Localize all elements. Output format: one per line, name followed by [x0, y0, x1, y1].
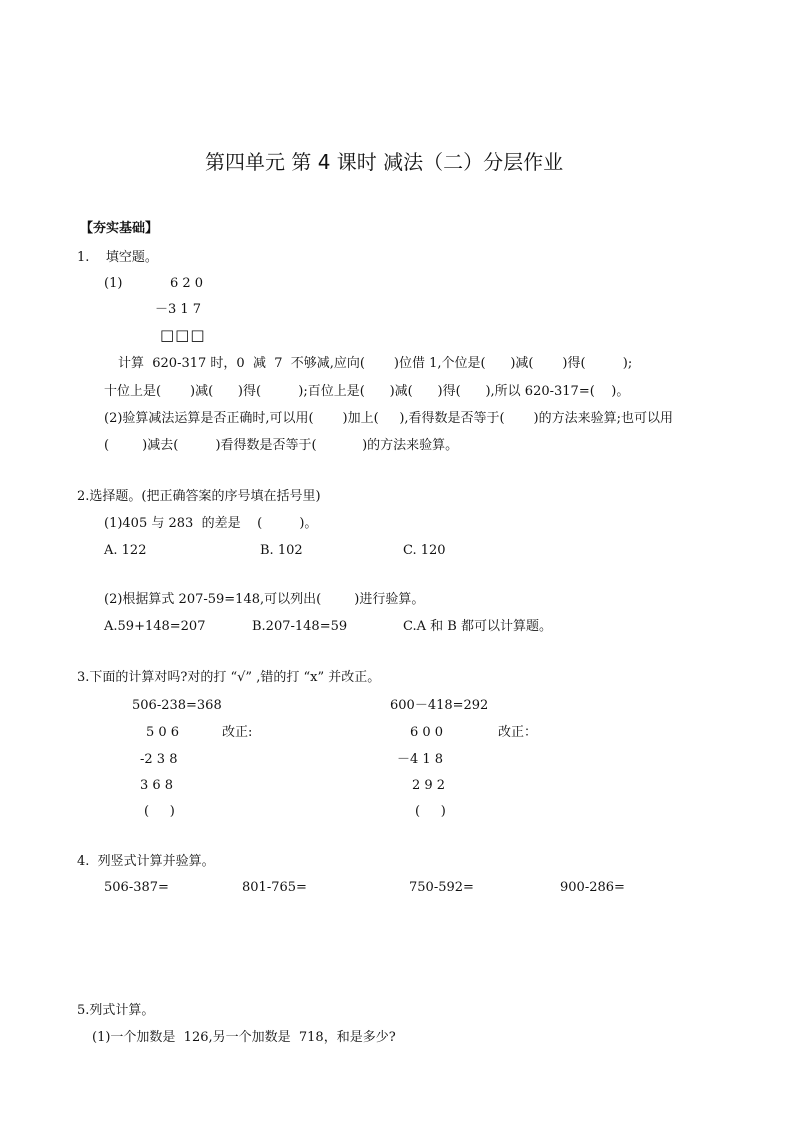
q2-sub1-option-c: C. 120: [403, 543, 446, 558]
q1-line-1: 计算 620-317 时，0 减 7 不够减,应向( )位借 1,个位是( )减( )得( );: [118, 356, 633, 371]
q1-heading: 1. 填空题。: [77, 250, 158, 265]
q3-left-fix-label: 改正:: [222, 725, 253, 740]
q1-part1-label: (1): [104, 276, 123, 291]
q5-heading: 5.列式计算。: [77, 1003, 155, 1018]
q3-right-equation: 600－418=292: [390, 698, 489, 713]
q2-sub2-option-b: B.207-148=59: [252, 619, 348, 634]
q2-heading: 2.选择题。(把正确答案的序号填在括号里): [77, 489, 321, 504]
q2-sub2-option-c: C.A 和 B 都可以计算题。: [403, 619, 552, 634]
q1-vertical-minuend: 6 2 0: [170, 276, 204, 291]
q4-item-2: 801-765=: [242, 880, 307, 895]
q3-right-minuend: 6 0 0: [410, 725, 444, 740]
q1-line-4: ( )减去( )看得数是否等于( )的方法来验算。: [104, 438, 459, 453]
q2-sub1-option-b: B. 102: [260, 543, 303, 558]
q2-sub2-text: (2)根据算式 207-59=148,可以列出( )进行验算。: [104, 592, 425, 607]
q1-vertical-answer-boxes: □□□: [160, 326, 206, 344]
q2-sub2-option-a: A.59+148=207: [104, 619, 206, 634]
q2-sub1-option-a: A. 122: [104, 543, 147, 558]
q3-left-equation: 506-238=368: [132, 698, 222, 713]
q3-left-minuend: 5 0 6: [146, 725, 180, 740]
q3-left-answer-parens: ( ): [144, 804, 175, 819]
q4-item-1: 506-387=: [104, 880, 169, 895]
q1-vertical-subtrahend: －3 1 7: [155, 302, 202, 317]
q3-right-fix-label: 改正：: [498, 725, 538, 740]
q3-left-result: 3 6 8: [140, 778, 174, 793]
q5-sub1-text: (1)一个加数是 126,另一个加数是 718，和是多少?: [92, 1030, 396, 1045]
q4-item-4: 900-286=: [560, 880, 625, 895]
q3-right-answer-parens: ( ): [415, 804, 446, 819]
q1-line-2: 十位上是( )减( )得( );百位上是( )减( )得( ),所以 620-317=( )。: [104, 384, 630, 399]
q4-heading: 4. 列竖式计算并验算。: [77, 854, 215, 869]
section-header: 【夯实基础】: [80, 221, 159, 236]
q2-sub1-text: (1)405 与 283 的差是 ( )。: [104, 516, 318, 531]
q1-line-3: (2)验算减法运算是否正确时,可以用( )加上( ),看得数是否等于( )的方法来验算;也可以用: [104, 411, 674, 426]
q3-left-subtrahend: -2 3 8: [140, 752, 178, 767]
q3-heading: 3.下面的计算对吗?对的打 “√” ,错的打 “x” 并改正。: [77, 670, 381, 685]
q3-right-result: 2 9 2: [412, 778, 446, 793]
q3-right-subtrahend: －4 1 8: [397, 752, 444, 767]
page-title: 第四单元 第 4 课时 减法（二）分层作业: [205, 150, 564, 174]
q4-item-3: 750-592=: [409, 880, 474, 895]
